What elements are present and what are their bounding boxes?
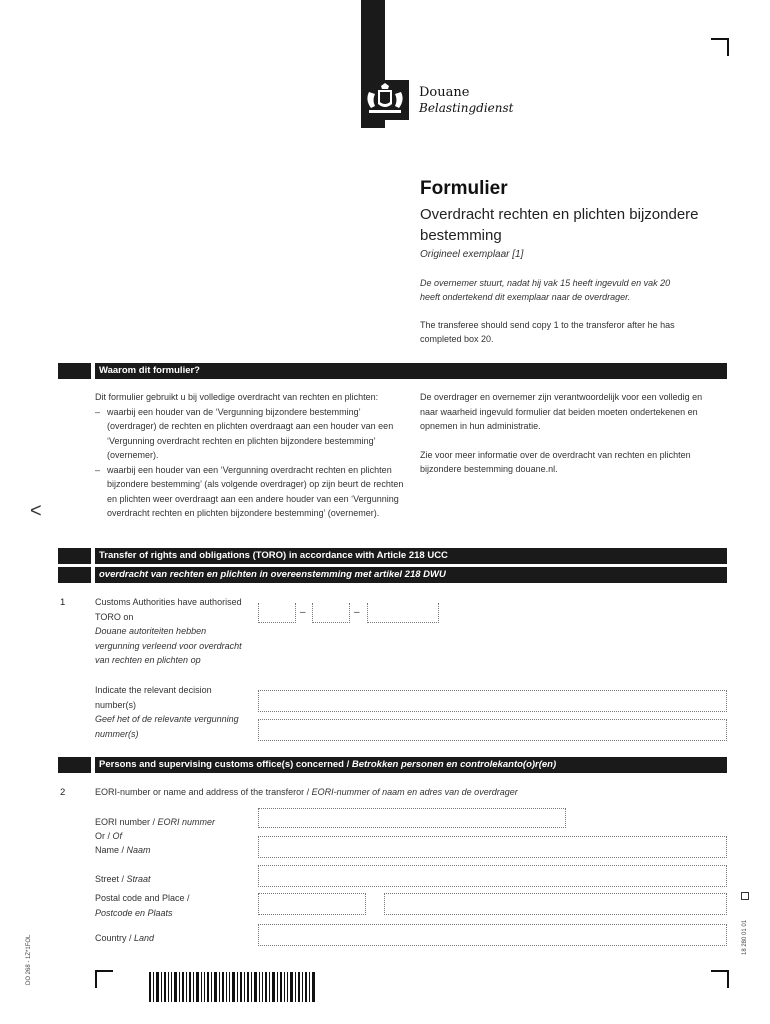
crop-mark-top-right bbox=[711, 38, 729, 56]
date-day-field[interactable] bbox=[258, 603, 296, 623]
q2-title bbox=[95, 785, 715, 800]
q1-label bbox=[95, 595, 245, 668]
country-label-nl: Land bbox=[134, 933, 155, 943]
date-separator: – bbox=[300, 607, 306, 618]
name-label-en: Name / bbox=[95, 845, 127, 855]
crest-icon bbox=[361, 80, 409, 120]
why-bullet-2: – waarbij een houder van een ‘Vergunning overdracht rechten en plichten bijzondere bestemming’ (als volgende overdrager) op zijn beurt de rechten en plichten weer overdraagt aan een andere houder van een ‘Vergunning overdracht rechten en plichten bijzondere bestemming’ (overnemer). bbox=[95, 463, 410, 521]
barcode-icon bbox=[149, 972, 317, 1002]
form-note-en: The transferee should send copy 1 to the transferor after he has completed box 20. bbox=[420, 320, 675, 344]
street-field[interactable] bbox=[258, 865, 727, 887]
form-code-right: 18 280 01 01 bbox=[742, 919, 748, 955]
place-field[interactable] bbox=[384, 893, 727, 915]
country-label bbox=[95, 931, 154, 946]
date-separator: – bbox=[354, 607, 360, 618]
form-subtitle: Overdracht rechten en plichten bijzondere bestemming bbox=[420, 206, 699, 244]
name-label-nl: Naam bbox=[126, 845, 151, 855]
persons-header-nl: Betrokken personen en controlekanto(o)r(en) bbox=[351, 759, 557, 770]
or-label-en: Or / bbox=[95, 831, 113, 841]
why-left-column bbox=[95, 390, 410, 521]
section-tab bbox=[58, 567, 91, 583]
crop-mark-bottom-left bbox=[95, 970, 113, 988]
why-bullets bbox=[95, 405, 410, 521]
q2-title-en: EORI-number or name and address of the transferor / bbox=[95, 787, 312, 797]
q1-decision-label bbox=[95, 683, 245, 741]
street-label bbox=[95, 872, 151, 887]
postal-label bbox=[95, 891, 190, 920]
q1-decision-nl: Geef het of de relevante vergunning nummer(s) bbox=[95, 714, 239, 739]
decision-number-field-2[interactable] bbox=[258, 719, 727, 741]
section-tab bbox=[58, 363, 91, 379]
eori-label-nl: EORI nummer bbox=[157, 817, 216, 827]
decision-number-field-1[interactable] bbox=[258, 690, 727, 712]
name-label bbox=[95, 843, 151, 858]
form-copy-label: Origineel exemplaar [1] bbox=[420, 249, 524, 260]
date-year-field[interactable] bbox=[367, 603, 439, 623]
q2-title-nl: EORI-nummer of naam en adres van de overdrager bbox=[311, 787, 518, 797]
eori-label bbox=[95, 815, 215, 830]
section-subheader-toro: overdracht van rechten en plichten in overeenstemming met artikel 218 DWU bbox=[95, 567, 727, 583]
form-code-left: DO 268 - 1Z*1FOL bbox=[26, 934, 32, 985]
form-title: Formulier bbox=[420, 178, 508, 199]
q1-decision-en: Indicate the relevant decision number(s) bbox=[95, 685, 212, 710]
section-tab bbox=[58, 548, 91, 564]
postal-label-en: Postal code and Place / bbox=[95, 893, 190, 903]
or-label-nl: Of bbox=[112, 831, 123, 841]
postal-code-field[interactable] bbox=[258, 893, 366, 915]
form-note-nl: De overnemer stuurt, nadat hij vak 15 heeft ingevuld en vak 20 heeft ondertekend dit exemplaar naar de overdrager. bbox=[420, 278, 671, 302]
checkbox-marker bbox=[741, 892, 749, 900]
question-number-2: 2 bbox=[60, 787, 66, 798]
eori-label-en: EORI number / bbox=[95, 817, 158, 827]
country-label-en: Country / bbox=[95, 933, 135, 943]
or-label bbox=[95, 829, 122, 844]
why-right-2: Zie voor meer informatie over de overdracht van rechten en plichten bijzondere bestemming douane.nl. bbox=[420, 449, 691, 474]
section-header-why: Waarom dit formulier? bbox=[95, 363, 727, 379]
why-intro: Dit formulier gebruikt u bij volledige overdracht van rechten en plichten: bbox=[95, 392, 379, 402]
why-right-column bbox=[420, 390, 705, 477]
eori-number-field[interactable] bbox=[258, 808, 566, 828]
section-header-toro: Transfer of rights and obligations (TORO) in accordance with Article 218 UCC bbox=[95, 548, 727, 564]
name-field[interactable] bbox=[258, 836, 727, 858]
date-month-field[interactable] bbox=[312, 603, 350, 623]
crop-mark-bottom-right bbox=[711, 970, 729, 988]
logo-douane: Douane bbox=[419, 85, 470, 100]
question-number-1: 1 bbox=[60, 597, 66, 608]
street-label-nl: Straat bbox=[126, 874, 151, 884]
section-tab bbox=[58, 757, 91, 773]
why-bullet-1: – waarbij een houder van de ‘Vergunning bijzondere bestemming’ (overdrager) de rechten en plichten overdraagt aan een houder van een ‘Vergunning overdracht rechten en plichten bijzondere bestemming’ (overnemer). bbox=[95, 405, 410, 463]
q1-label-en: Customs Authorities have authorised TORO on bbox=[95, 597, 242, 622]
chevron-left-icon: < bbox=[30, 500, 42, 522]
section-header-persons bbox=[95, 757, 727, 773]
postal-label-nl: Postcode en Plaats bbox=[95, 907, 173, 918]
country-field[interactable] bbox=[258, 924, 727, 946]
persons-header-en: Persons and supervising customs office(s) concerned / bbox=[99, 759, 352, 770]
why-right-1: De overdrager en overnemer zijn verantwoordelijk voor een volledig en naar waarheid ingevuld formulier dat beiden moeten ondertekenen en opnemen in hun administratie. bbox=[420, 392, 703, 431]
logo-belastingdienst: Belastingdienst bbox=[419, 101, 514, 115]
street-label-en: Street / bbox=[95, 874, 127, 884]
q1-label-nl: Douane autoriteiten hebben vergunning verleend voor overdracht van rechten en plichten op bbox=[95, 626, 242, 665]
